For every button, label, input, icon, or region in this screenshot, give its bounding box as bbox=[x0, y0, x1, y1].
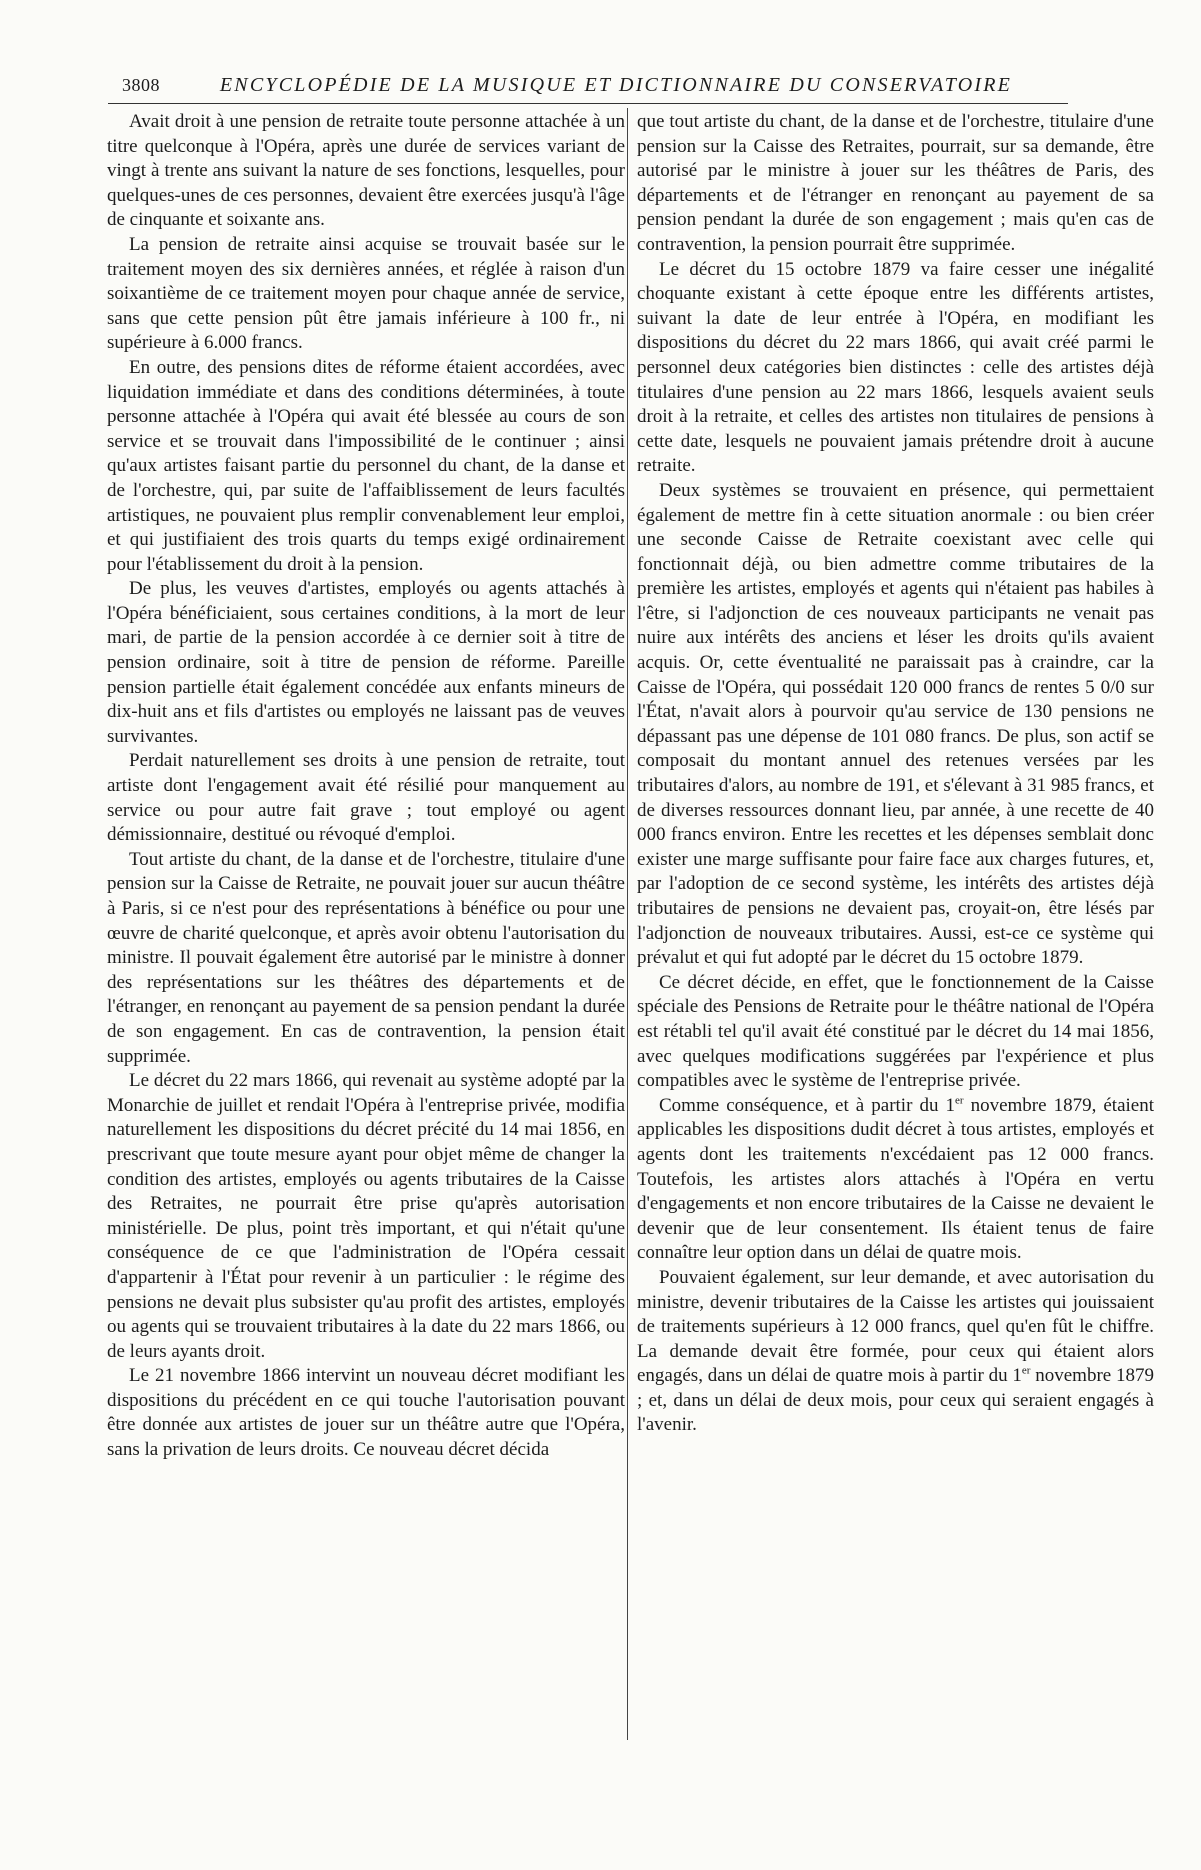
paragraph: Tout artiste du chant, de la danse et de l'orchestre, titulaire d'une pension sur la Caisse de Retraite, ne pouvait jouer sur aucun théâtre à Paris, si ce n'est pour des représentations à bénéfice ou pour une œuvre de charité quelconque, et après avoir obtenu l'autorisation du ministre. Il pouvait également être autorisé par le ministre à donner des représentations sur les théâtres des départements et de l'étranger, en renonçant au payement de sa pension pendant la durée de son engagement. En cas de contravention, la pension était supprimée. bbox=[107, 848, 625, 1067]
paragraph: Avait droit à une pension de retraite toute personne attachée à un titre quelconque à l'Opéra, après une durée de services variant de vingt à trente ans suivant la nature de ses fonctions, lesquelles, pour quelques-unes de ces personnes, devaient être exercées jusqu'à l'âge de cinquante et soixante ans. bbox=[107, 111, 625, 231]
paragraph: Perdait naturellement ses droits à une pension de retraite, tout artiste dont l'engagement avait été résilié pour manquement au service ou pour autre fait grave ; tout employé ou agent démissionnaire, destitué ou révoqué d'emploi. bbox=[107, 750, 625, 846]
page-header bbox=[122, 74, 1062, 100]
right-column bbox=[637, 110, 1154, 1438]
paragraph: Deux systèmes se trouvaient en présence, qui permettaient également de mettre fin à cette situation anormale : ou bien créer une seconde Caisse de Retraite coexistant avec celle qui fonctionnait déjà, ou bien admettre comme tributaires de la première les artistes, employés et agents qui n'étaient pas habiles à l'être, si l'adjonction de ces nouveaux participants ne venait pas nuire aux intérêts des anciens et léser les droits qu'ils avaient acquis. Or, cette éventualité ne paraissait pas à craindre, car la Caisse de l'Opéra, qui possédait 120 000 francs de rentes 5 0/0 sur l'État, n'avait alors à pourvoir qu'au service de 130 pensions ne dépassant pas une dépense de 101 080 francs. De plus, son actif se composait du montant annuel des retenues versées par les tributaires d'alors, au nombre de 191, et s'élevant à 31 985 francs, et de diverses ressources donnant lieu, par année, à une recette de 40 000 francs environ. Entre les recettes et les dépenses semblait donc exister une marge suffisante pour faire face aux charges futures, et, par l'adoption de ce second système, les intérêts des artistes déjà tributaires de pensions ne devaient pas, croyait-on, être lésés par l'adjonction de nouveaux tributaires. Aussi, est-ce ce système qui prévalut et qui fut adopté par le décret du 15 octobre 1879. bbox=[637, 479, 1154, 969]
paragraph: Le décret du 22 mars 1866, qui revenait au système adopté par la Monarchie de juillet et rendait l'Opéra à l'entreprise privée, modifia naturellement les dispositions du décret précité du 14 mai 1856, en prescrivant que toute mesure ayant pour objet même de changer la condition des artistes, employés ou agents tributaires de la Caisse des Retraites, ne pourrait être prise qu'après autorisation ministérielle. De plus, point très important, et qui n'était qu'une conséquence de ce que l'administration de l'Opéra cessait d'appartenir à l'État pour revenir à un particulier : le régime des pensions ne devait plus subsister qu'au profit des artistes, employés ou agents qui se trouvaient tributaires à la date du 22 mars 1866, ou de leurs ayants droit. bbox=[107, 1070, 625, 1362]
paragraph: En outre, des pensions dites de réforme étaient accordées, avec liquidation immédiate et dans des conditions déterminées, à toute personne attachée à l'Opéra qui avait été blessée au cours de son service et se trouvait dans l'impossibilité de le continuer ; ainsi qu'aux artistes faisant partie du personnel du chant, de la danse et de l'orchestre, qui, par suite de l'affaiblissement de leurs facultés artistiques, ne pouvaient plus remplir convenablement leur emploi, et qui justifiaient des trois quarts du temps exigé ordinairement pour l'établissement du droit à la pension. bbox=[107, 356, 625, 575]
paragraph: Ce décret décide, en effet, que le fonctionnement de la Caisse spéciale des Pensions de Retraite pour le théâtre national de l'Opéra est rétabli tel qu'il avait été constitué par le décret du 14 mai 1856, avec quelques modifications suggérées par l'expérience et plus compatibles avec le système de l'entreprise privée. bbox=[637, 971, 1154, 1092]
paragraph: La pension de retraite ainsi acquise se trouvait basée sur le traitement moyen des six dernières années, et réglée à raison d'un soixantième de ce traitement moyen pour chaque année de service, sans que cette pension pût être jamais inférieure à 100 fr., ni supérieure à 6.000 francs. bbox=[107, 233, 625, 354]
page-number: 3808 bbox=[122, 75, 160, 95]
text-run: Comme conséquence, et à partir du 1 bbox=[659, 1094, 955, 1116]
header-rule bbox=[108, 103, 1068, 104]
running-title: ENCYCLOPÉDIE DE LA MUSIQUE ET DICTIONNAIRE DU CONSERVATOIRE bbox=[219, 74, 1013, 96]
paragraph-continuation: que tout artiste du chant, de la danse et de l'orchestre, titulaire d'une pension sur la Caisse des Retraites, pourrait, sur sa demande, être autorisé par le ministre à jouer sur les théâtres de Paris, des départements et de l'étranger en renonçant au payement de sa pension pendant la durée de son engagement ; mais qu'en cas de contravention, la pension pourrait être supprimée. bbox=[637, 111, 1154, 255]
paragraph bbox=[637, 1266, 1154, 1438]
superscript: er bbox=[954, 1094, 964, 1107]
paragraph: Le 21 novembre 1866 intervint un nouveau décret modifiant les dispositions du précédent en ce qui touche l'autorisation pouvant être donnée aux artistes de jouer sur un théâtre autre que l'Opéra, sans la privation de leurs droits. Ce nouveau décret décida bbox=[107, 1365, 625, 1461]
paragraph bbox=[637, 1094, 1154, 1266]
text-run: Pouvaient également, sur leur demande, et avec autorisation du ministre, devenir tributaires de la Caisse les artistes qui jouissaient de traitements supérieurs à 12 000 francs, quel qu'en fût le chiffre. La demande devait être formée, pour ceux qui étaient alors engagés, dans un délai de quatre mois à partir du 1 bbox=[637, 1266, 1154, 1387]
column-divider bbox=[627, 108, 628, 1740]
text-run: novembre 1879 ; et, dans un délai de deux mois, pour ceux qui seraient engagés à l'avenir. bbox=[637, 1365, 1154, 1436]
text-run: novembre 1879, étaient applicables les dispositions dudit décret à tous artistes, employés et agents dont les traitements n'excédaient pas 12 000 francs. Toutefois, les artistes alors attachés à l'Opéra en vertu d'engagements et non encore tributaires de la Caisse ne devaient le devenir que de leur consentement. Ils étaient tenus de faire connaître leur option dans un délai de quatre mois. bbox=[637, 1094, 1154, 1264]
superscript: er bbox=[1021, 1364, 1031, 1377]
paragraph: De plus, les veuves d'artistes, employés ou agents attachés à l'Opéra bénéficiaient, sous certaines conditions, à la mort de leur mari, de partie de la pension accordée à ce dernier soit à titre de pension ordinaire, soit à titre de pension de réforme. Pareille pension partielle était également concédée aux enfants mineurs de dix-huit ans et fils d'artistes ou employés ne laissant pas de veuves survivantes. bbox=[107, 578, 625, 747]
paragraph: Le décret du 15 octobre 1879 va faire cesser une inégalité choquante existant à cette époque entre les différents artistes, suivant la date de leur entrée à l'Opéra, en modifiant les dispositions du décret du 22 mars 1866, qui avait créé parmi le personnel deux catégories bien distinctes : celle des artistes déjà titulaires d'une pension au 22 mars 1866, lesquels avaient seuls droit à la retraite, et celles des artistes non titulaires de pensions à cette date, lesquels ne pouvaient jamais prétendre droit à aucune retraite. bbox=[637, 258, 1154, 477]
left-column bbox=[107, 110, 625, 1463]
